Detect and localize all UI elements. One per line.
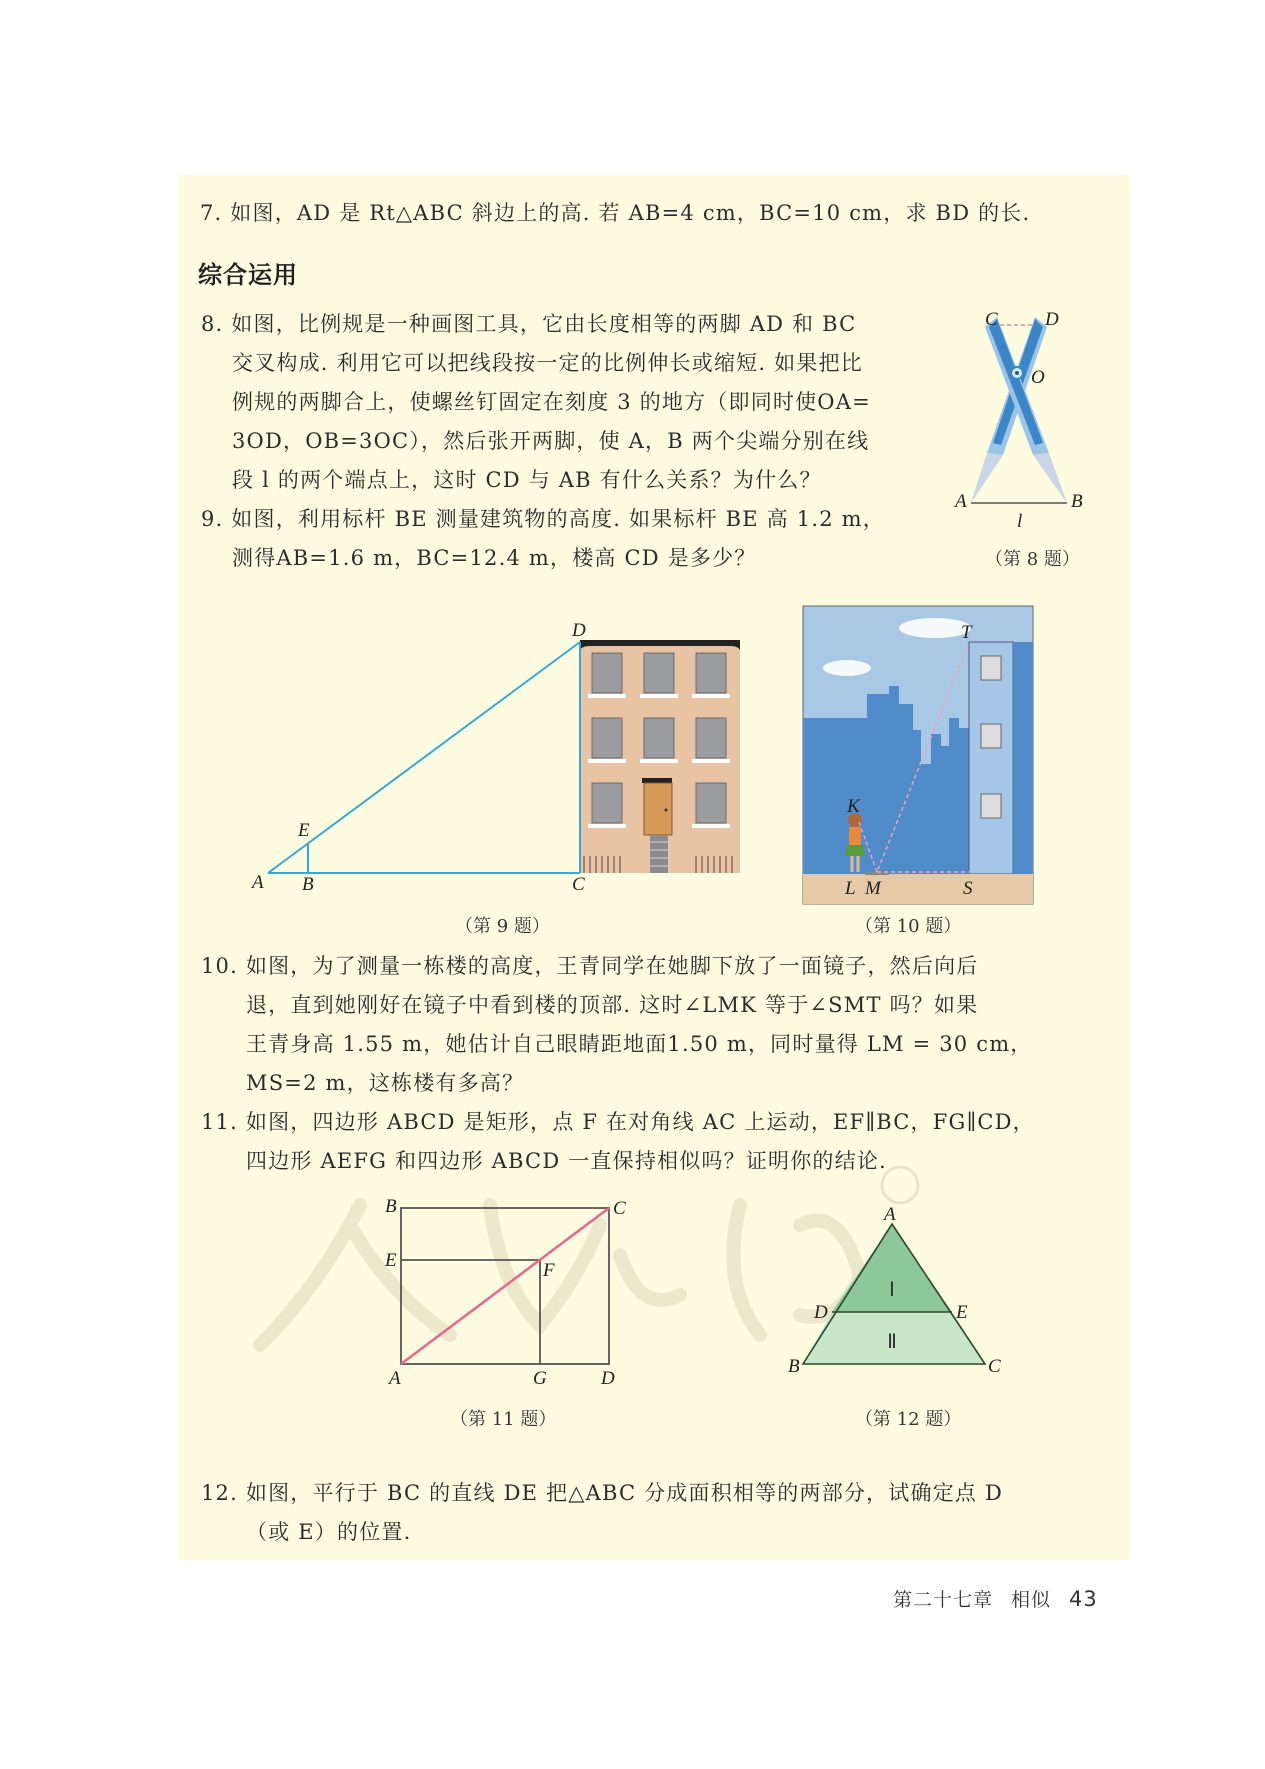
label-O: O (1031, 367, 1045, 388)
chapter-label: 第二十七章 (893, 1589, 994, 1611)
label-M: M (865, 878, 881, 899)
label-K: K (847, 796, 860, 817)
label-E: E (956, 1302, 968, 1323)
figure-10-mirror-scene (803, 606, 1033, 904)
label-D: D (1045, 309, 1059, 330)
label-C: C (572, 874, 585, 895)
label-F: F (543, 1260, 555, 1281)
problem-10-line-1: 10. 如图，为了测量一栋楼的高度，王青同学在她脚下放了一面镜子，然后向后 (201, 954, 979, 978)
problem-8-line-2: 交叉构成. 利用它可以把线段按一定的比例伸长或缩短. 如果把比 (232, 351, 863, 375)
figure-11-caption: （第 11 题） (450, 1409, 557, 1430)
page-footer (893, 1585, 1098, 1612)
label-D: D (601, 1368, 615, 1389)
region-2-label: Ⅱ (887, 1331, 897, 1353)
label-l: l (1017, 511, 1023, 532)
problem-8-line-3: 例规的两脚合上，使螺丝钉固定在刻度 3 的地方（即同时使OA= (232, 390, 871, 414)
label-L: L (845, 878, 856, 899)
problem-8-line-5: 段 l 的两个端点上，这时 CD 与 AB 有什么关系？为什么？ (232, 468, 822, 492)
label-E: E (385, 1250, 397, 1271)
figure-9-building-measurement (250, 620, 750, 900)
problem-11-line-2: 四边形 AEFG 和四边形 ABCD 一直保持相似吗？证明你的结论. (246, 1149, 887, 1173)
label-D: D (814, 1302, 828, 1323)
section-title: 综合运用 (198, 261, 298, 289)
figure-11-rectangle (375, 1190, 626, 1389)
label-C: C (988, 1356, 1001, 1377)
label-D: D (572, 620, 586, 641)
problem-12-line-2: （或 E）的位置. (246, 1520, 412, 1544)
label-A: A (389, 1368, 401, 1389)
chapter-title: 相似 (1011, 1589, 1052, 1611)
label-B: B (788, 1356, 800, 1377)
problem-7-text: 7. 如图，AD 是 Rt△ABC 斜边上的高. 若 AB=4 cm，BC=10 cm，求 BD 的长. (200, 201, 1031, 225)
problem-8-line-1: 8. 如图，比例规是一种画图工具，它由长度相等的两脚 AD 和 BC (201, 312, 857, 336)
label-A: A (884, 1204, 896, 1225)
label-B: B (1071, 491, 1083, 512)
region-1-label: Ⅰ (889, 1279, 895, 1301)
label-T: T (961, 622, 972, 643)
figure-9-caption: （第 9 题） (455, 916, 550, 937)
problem-8-line-4: 3OD，OB=3OC），然后张开两脚，使 A，B 两个尖端分别在线 (232, 429, 870, 453)
figure-12-caption: （第 12 题） (855, 1409, 962, 1430)
label-A: A (955, 491, 967, 512)
page-number: 43 (1069, 1587, 1098, 1611)
label-A: A (252, 872, 264, 893)
label-C: C (985, 309, 998, 330)
label-E: E (298, 820, 310, 841)
label-B: B (385, 1196, 397, 1217)
problem-9-line-2: 测得AB=1.6 m，BC=12.4 m，楼高 CD 是多少？ (232, 546, 757, 570)
figure-12-triangle (788, 1204, 1020, 1388)
problem-10-line-2: 退，直到她刚好在镜子中看到楼的顶部. 这时∠LMK 等于∠SMT 吗？如果 (246, 993, 979, 1017)
label-S: S (963, 878, 973, 899)
figure-10-caption: （第 10 题） (855, 916, 962, 937)
figure-8-caption: （第 8 题） (985, 549, 1080, 570)
problem-9-line-1: 9. 如图，利用标杆 BE 测量建筑物的高度. 如果标杆 BE 高 1.2 m， (201, 507, 885, 531)
figure-8-proportional-compass (955, 305, 1115, 532)
problem-10-line-4: MS=2 m，这栋楼有多高？ (246, 1071, 525, 1095)
problem-11-line-1: 11. 如图，四边形 ABCD 是矩形，点 F 在对角线 AC 上运动，EF∥BC，FG∥CD， (201, 1110, 1035, 1134)
label-B: B (302, 874, 314, 895)
problem-12-line-1: 12. 如图，平行于 BC 的直线 DE 把△ABC 分成面积相等的两部分，试确定点 D (201, 1481, 1004, 1505)
label-G: G (533, 1368, 547, 1389)
problem-10-line-3: 王青身高 1.55 m，她估计自己眼睛距地面1.50 m，同时量得 LM = 30 cm， (246, 1032, 1033, 1056)
label-C: C (613, 1198, 626, 1219)
